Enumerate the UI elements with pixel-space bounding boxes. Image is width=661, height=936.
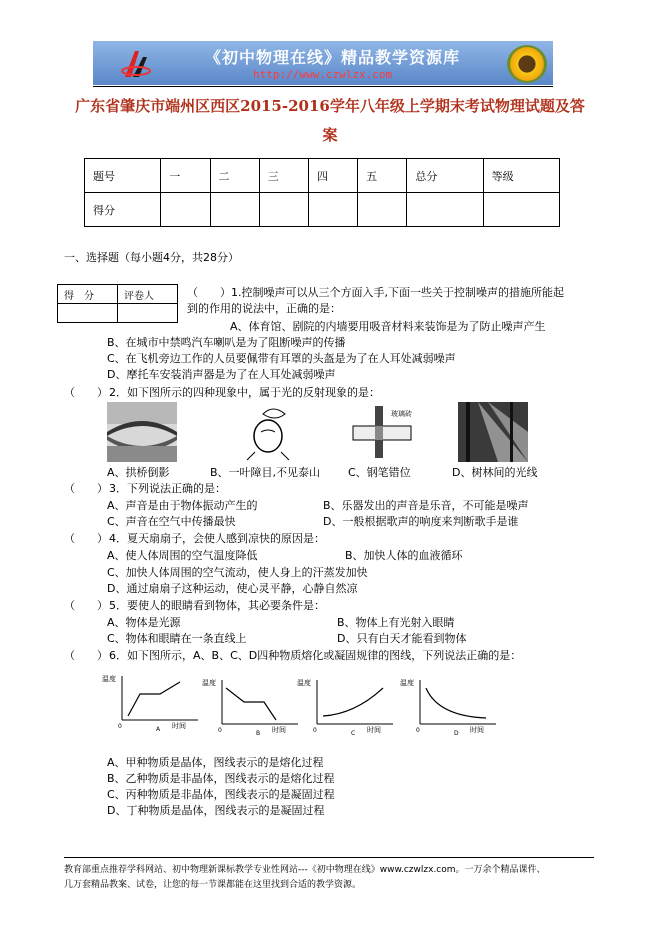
score-table-header-cell: 四 bbox=[308, 159, 357, 193]
graph-d-xlabel: 时间 bbox=[470, 726, 484, 734]
graph-c-letter: C bbox=[351, 730, 356, 736]
question-1-option-a: A、体育馆、剧院的内墙要用吸音材料来装饰是为了防止噪声产生 bbox=[230, 320, 546, 333]
graph-a-ylabel: 温度 bbox=[102, 675, 116, 683]
question-2-option-b: B、一叶障目,不见泰山 bbox=[210, 466, 321, 479]
forest-light-rays-image bbox=[458, 402, 528, 462]
header-banner bbox=[93, 41, 553, 85]
question-1-option-b: B、在城市中禁鸣汽车喇叭是为了阻断噪声的传播 bbox=[107, 336, 346, 349]
question-6-option-c: C、丙种物质是非晶体，图线表示的是凝固过程 bbox=[107, 788, 335, 801]
question-4-option-b: B、加快人体的血液循环 bbox=[345, 549, 463, 562]
score-cell bbox=[358, 193, 407, 227]
score-cell bbox=[210, 193, 259, 227]
question-3-option-c: C、声音在空气中传播最快 bbox=[107, 515, 236, 528]
grader-score-cell bbox=[58, 304, 118, 323]
score-cell bbox=[407, 193, 483, 227]
score-cell bbox=[308, 193, 357, 227]
question-4-option-d: D、通过扇扇子这种运动，使心灵平静，心静自然凉 bbox=[107, 582, 358, 595]
question-4-stem: 4．夏天扇扇子，会使人感到凉快的原因是： bbox=[109, 532, 325, 545]
graph-d-ylabel: 温度 bbox=[400, 679, 414, 687]
sunflower-image bbox=[507, 45, 547, 83]
section-heading: 一、选择题（每小题4分，共28分） bbox=[64, 251, 239, 264]
grader-table bbox=[57, 284, 178, 323]
graph-a bbox=[100, 672, 200, 732]
question-3-option-a: A、声音是由于物体振动产生的 bbox=[107, 499, 258, 512]
question-3-stem: 3．下列说法正确的是： bbox=[109, 482, 226, 495]
score-table-header-cell: 总分 bbox=[407, 159, 483, 193]
pen-in-glass-block-image bbox=[345, 402, 415, 462]
question-5-answer-blank: （ ） bbox=[64, 599, 108, 612]
score-table-header-cell: 一 bbox=[161, 159, 210, 193]
score-cell bbox=[161, 193, 210, 227]
question-3-option-b: B、乐器发出的声音是乐音，不可能是噪声 bbox=[323, 499, 529, 512]
score-cell bbox=[483, 193, 559, 227]
document-title-cont: 案 bbox=[322, 126, 338, 144]
question-6-option-b: B、乙种物质是非晶体，图线表示的是熔化过程 bbox=[107, 772, 335, 785]
question-4-option-a: A、使人体周围的空气温度降低 bbox=[107, 549, 258, 562]
footer-divider bbox=[64, 857, 594, 858]
question-2-option-d: D、树林间的光线 bbox=[452, 466, 538, 479]
graph-b bbox=[200, 676, 300, 736]
graph-c-xlabel: 时间 bbox=[367, 726, 381, 734]
graph-d-origin: 0 bbox=[416, 727, 420, 734]
question-2-answer-blank: （ ） bbox=[64, 386, 108, 399]
question-1-option-c: C、在飞机旁边工作的人员要佩带有耳罩的头盔是为了在人耳处减弱噪声 bbox=[107, 352, 456, 365]
graph-b-xlabel: 时间 bbox=[272, 726, 286, 734]
question-2-stem: 2．如下图所示的四种现象中，属于光的反射现象的是： bbox=[109, 386, 380, 399]
grader-name-cell bbox=[118, 304, 178, 323]
graph-a-origin: 0 bbox=[118, 723, 122, 730]
question-2-option-c: C、钢笔错位 bbox=[348, 466, 411, 479]
glass-block-label: 玻璃砖 bbox=[391, 410, 412, 418]
question-4-option-c: C、加快人体周围的空气流动，使人身上的汗蒸发加快 bbox=[107, 566, 368, 579]
score-table-score-row bbox=[85, 193, 560, 227]
graph-b-letter: B bbox=[256, 730, 261, 736]
document-title: 广东省肇庆市端州区西区2015-2016学年八年级上学期末考试物理试题及答 bbox=[75, 97, 585, 115]
footer-line-1: 教育部重点推荐学科网站、初中物理新课标教学专业性网站---《初中物理在线》www.czwlzx.com。一万余个精品课件、 bbox=[64, 865, 546, 875]
graph-c bbox=[295, 676, 395, 736]
score-table bbox=[84, 158, 560, 227]
score-table-header-row bbox=[85, 159, 560, 193]
score-table-header-cell: 等级 bbox=[483, 159, 559, 193]
site-logo-icon bbox=[121, 47, 151, 79]
banner-divider bbox=[93, 86, 553, 87]
question-1-stem: （ ）1.控制噪声可以从三个方面入手,下面一些关于控制噪声的措施所能起 bbox=[187, 286, 564, 299]
question-6-option-a: A、甲种物质是晶体，图线表示的是熔化过程 bbox=[107, 756, 324, 769]
question-6-stem: 6．如下图所示，A、B、C、D四种物质熔化或凝固规律的图线，下列说法正确的是： bbox=[109, 649, 522, 662]
score-table-header-cell: 二 bbox=[210, 159, 259, 193]
graph-b-ylabel: 温度 bbox=[202, 679, 216, 687]
graph-a-xlabel: 时间 bbox=[172, 722, 186, 730]
graph-c-ylabel: 温度 bbox=[297, 679, 311, 687]
banner-url: http://www.czwlzx.com bbox=[253, 68, 393, 81]
grader-name-label: 评卷人 bbox=[118, 285, 178, 304]
score-table-header-cell: 题号 bbox=[85, 159, 161, 193]
question-5-option-a: A、物体是光源 bbox=[107, 616, 181, 629]
score-cell bbox=[259, 193, 308, 227]
question-6-answer-blank: （ ） bbox=[64, 649, 108, 662]
score-table-header-cell: 三 bbox=[259, 159, 308, 193]
question-5-option-b: B、物体上有光射入眼睛 bbox=[337, 616, 455, 629]
graph-d-letter: D bbox=[454, 730, 459, 736]
score-table-header-cell: 五 bbox=[358, 159, 407, 193]
grader-score-label: 得 分 bbox=[58, 285, 118, 304]
graph-d bbox=[398, 676, 498, 736]
question-5-stem: 5．要使人的眼睛看到物体，其必要条件是： bbox=[109, 599, 325, 612]
question-1-stem-cont: 到的作用的说法中，正确的是： bbox=[187, 302, 341, 315]
question-3-option-d: D、一般根据歌声的响度来判断歌手是谁 bbox=[323, 515, 519, 528]
score-table-row-label: 得分 bbox=[85, 193, 161, 227]
question-1-option-d: D、摩托车安装消声器是为了在人耳处减弱噪声 bbox=[107, 368, 336, 381]
footer-line-2: 几万套精品教案、试卷，让您的每一节课都能在这里找到合适的教学资源。 bbox=[64, 880, 362, 890]
question-3-answer-blank: （ ） bbox=[64, 482, 108, 495]
question-5-option-c: C、物体和眼睛在一条直线上 bbox=[107, 632, 247, 645]
graph-c-origin: 0 bbox=[313, 727, 317, 734]
graph-a-letter: A bbox=[156, 726, 161, 732]
banner-title: 《初中物理在线》精品教学资源库 bbox=[205, 48, 461, 67]
arch-bridge-image bbox=[107, 402, 177, 462]
question-6-option-d: D、丁种物质是晶体，图线表示的是凝固过程 bbox=[107, 804, 325, 817]
question-4-answer-blank: （ ） bbox=[64, 532, 108, 545]
question-2-option-a: A、拱桥倒影 bbox=[107, 466, 170, 479]
leaf-blocking-eye-image bbox=[233, 402, 303, 462]
graph-b-origin: 0 bbox=[218, 727, 222, 734]
question-5-option-d: D、只有白天才能看到物体 bbox=[337, 632, 467, 645]
